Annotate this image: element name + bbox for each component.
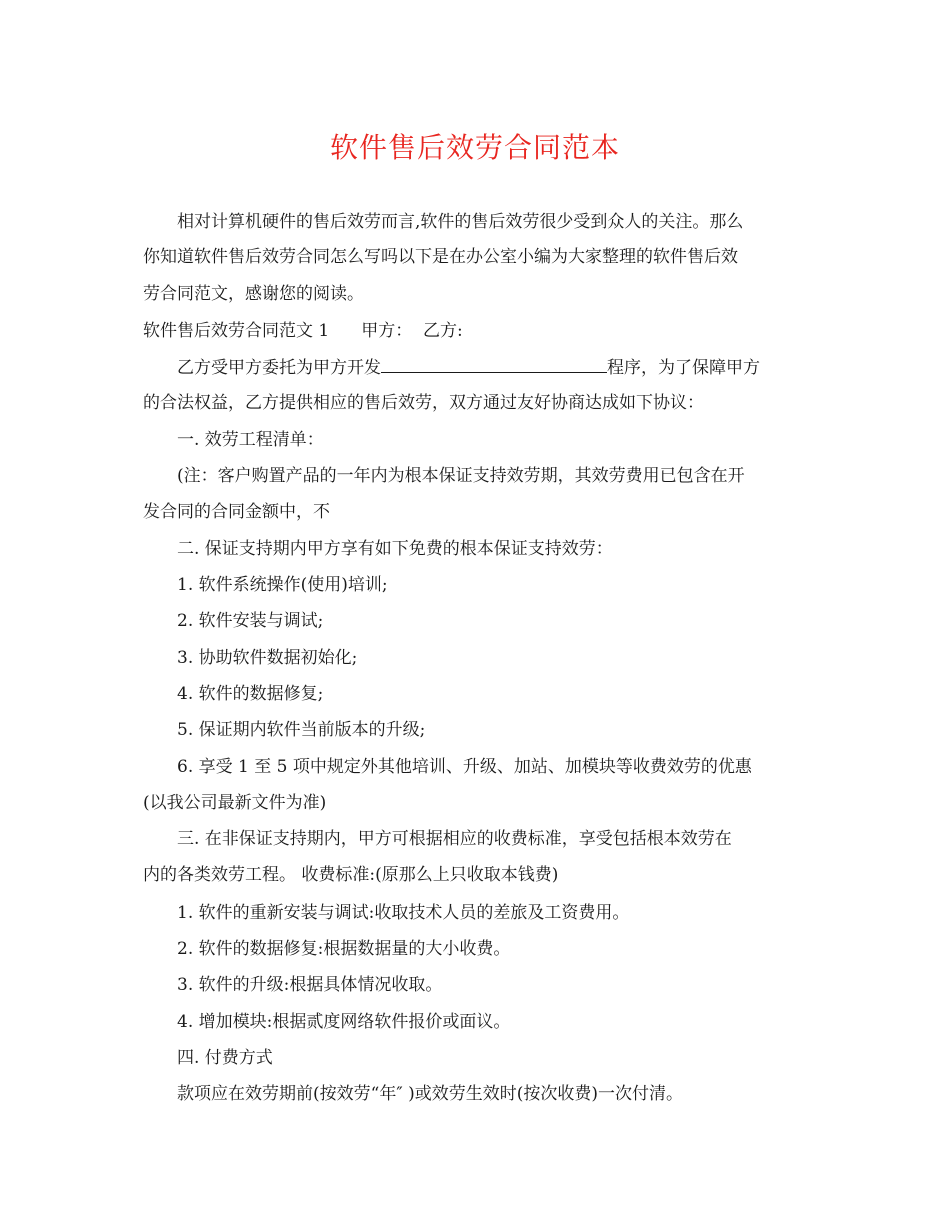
sample-heading: 软件售后效劳合同范文 1 [143,321,330,341]
paragraph-1-start: 乙方受甲方委托为甲方开发 [177,358,381,378]
list-item: 3. 协助软件数据初始化; [177,648,358,668]
list-item: 6. 享受 1 至 5 项中规定外其他培训、升级、加站、加模块等收费效劳的优惠 [177,757,752,777]
program-name-blank [381,354,607,373]
list-item: 4. 增加模块:根据贰度网络软件报价或面议。 [177,1012,511,1032]
section-3-line-1: 三. 在非保证支持期内，甲方可根据相应的收费标准，享受包括根本效劳在 [177,829,732,849]
list-item: 3. 软件的升级:根据具体情况收取。 [177,975,443,995]
list-item: 2. 软件安装与调试; [177,611,324,631]
party-a-label: 甲方： [361,321,413,341]
list-item: 1. 软件系统操作(使用)培训; [177,575,388,595]
list-item-continuation: (以我公司最新文件为准) [143,793,327,813]
section-4-heading: 四. 付费方式 [177,1048,273,1068]
intro-line-3: 劳合同范文，感谢您的阅读。 [143,284,364,304]
list-item: 2. 软件的数据修复:根据数据量的大小收费。 [177,939,511,959]
document-title: 软件售后效劳合同范本 [329,131,620,164]
section-1-heading: 一. 效劳工程清单： [177,430,324,450]
list-item: 4. 软件的数据修复; [177,684,324,704]
intro-line-1: 相对计算机硬件的售后效劳而言,软件的售后效劳很少受到众人的关注。那么 [177,212,744,232]
section-2-heading: 二. 保证支持期内甲方享有如下免费的根本保证支持效劳： [177,539,613,559]
paragraph-1-line-2: 的合法权益，乙方提供相应的售后效劳，双方通过友好协商达成如下协议： [143,393,704,413]
paragraph-1-line-1 [177,354,847,380]
note-line-1: (注：客户购置产品的一年内为根本保证支持效劳期，其效劳费用已包含在开 [177,466,745,486]
sample-heading-line [143,318,813,344]
intro-line-2: 你知道软件售后效劳合同怎么写吗以下是在办公室小编为大家整理的软件售后效 [143,247,738,267]
party-b-label: 乙方: [423,321,463,341]
section-3-line-2: 内的各类效劳工程。 收费标准:(原那么上只收取本钱费) [143,865,559,885]
note-line-2: 发合同的合同金额中，不 [143,502,330,522]
paragraph-1-end: 程序，为了保障甲方 [607,358,760,378]
list-item: 1. 软件的重新安装与调试:收取技术人员的差旅及工资费用。 [177,903,630,923]
payment-line: 款项应在效劳期前(按效劳“年″ )或效劳生效时(按次收费)一次付清。 [177,1084,683,1104]
list-item: 5. 保证期内软件当前版本的升级; [177,720,426,740]
